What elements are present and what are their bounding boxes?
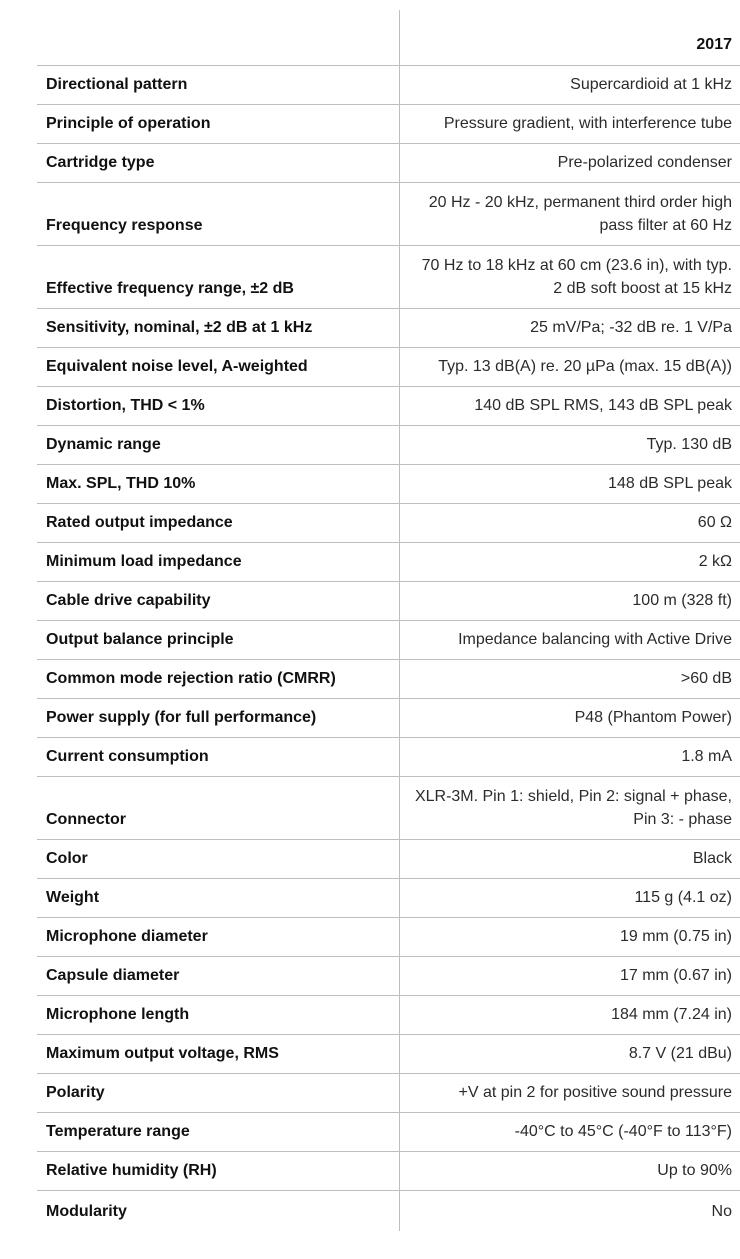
spec-label: Max. SPL, THD 10% xyxy=(37,465,399,504)
table-row xyxy=(37,504,740,543)
header-year: 2017 xyxy=(399,10,740,66)
spec-value: XLR-3M. Pin 1: shield, Pin 2: signal + phase, Pin 3: - phase xyxy=(399,777,740,840)
spec-label: Dynamic range xyxy=(37,426,399,465)
spec-label: Cable drive capability xyxy=(37,582,399,621)
spec-label: Cartridge type xyxy=(37,144,399,183)
table-row xyxy=(37,183,740,246)
spec-label: Current consumption xyxy=(37,738,399,777)
table-row xyxy=(37,918,740,957)
spec-value: 184 mm (7.24 in) xyxy=(399,996,740,1035)
table-row xyxy=(37,66,740,105)
spec-value: P48 (Phantom Power) xyxy=(399,699,740,738)
spec-label: Distortion, THD < 1% xyxy=(37,387,399,426)
spec-label: Directional pattern xyxy=(37,66,399,105)
spec-value: Pre-polarized condenser xyxy=(399,144,740,183)
spec-value: 100 m (328 ft) xyxy=(399,582,740,621)
table-row xyxy=(37,699,740,738)
table-row xyxy=(37,348,740,387)
spec-value: Up to 90% xyxy=(399,1152,740,1191)
spec-label: Common mode rejection ratio (CMRR) xyxy=(37,660,399,699)
spec-value: 140 dB SPL RMS, 143 dB SPL peak xyxy=(399,387,740,426)
spec-value: Impedance balancing with Active Drive xyxy=(399,621,740,660)
spec-label: Effective frequency range, ±2 dB xyxy=(37,246,399,309)
table-header-row xyxy=(37,10,740,66)
table-row xyxy=(37,582,740,621)
spec-value: Supercardioid at 1 kHz xyxy=(399,66,740,105)
spec-label: Microphone length xyxy=(37,996,399,1035)
spec-value: Typ. 13 dB(A) re. 20 µPa (max. 15 dB(A)) xyxy=(399,348,740,387)
spec-value: +V at pin 2 for positive sound pressure xyxy=(399,1074,740,1113)
spec-value: Typ. 130 dB xyxy=(399,426,740,465)
spec-label: Color xyxy=(37,840,399,879)
spec-label: Microphone diameter xyxy=(37,918,399,957)
spec-value: No xyxy=(399,1191,740,1232)
spec-value: -40°C to 45°C (-40°F to 113°F) xyxy=(399,1113,740,1152)
table-row xyxy=(37,465,740,504)
spec-value: Black xyxy=(399,840,740,879)
table-row xyxy=(37,660,740,699)
table-row xyxy=(37,1035,740,1074)
spec-value: 25 mV/Pa; -32 dB re. 1 V/Pa xyxy=(399,309,740,348)
spec-label: Frequency response xyxy=(37,183,399,246)
spec-label: Maximum output voltage, RMS xyxy=(37,1035,399,1074)
spec-label: Output balance principle xyxy=(37,621,399,660)
table-row xyxy=(37,1113,740,1152)
table-row xyxy=(37,996,740,1035)
table-row xyxy=(37,840,740,879)
table-row xyxy=(37,105,740,144)
spec-label: Power supply (for full performance) xyxy=(37,699,399,738)
spec-label: Principle of operation xyxy=(37,105,399,144)
spec-value: Pressure gradient, with interference tube xyxy=(399,105,740,144)
table-row xyxy=(37,879,740,918)
spec-value: 20 Hz - 20 kHz, permanent third order high pass filter at 60 Hz xyxy=(399,183,740,246)
table-row xyxy=(37,426,740,465)
spec-label: Modularity xyxy=(46,1203,127,1220)
spec-value: 115 g (4.1 oz) xyxy=(399,879,740,918)
spec-value: 60 Ω xyxy=(399,504,740,543)
spec-value: 19 mm (0.75 in) xyxy=(399,918,740,957)
spec-label: Capsule diameter xyxy=(37,957,399,996)
spec-value: 8.7 V (21 dBu) xyxy=(399,1035,740,1074)
table-row xyxy=(37,957,740,996)
spec-label: Equivalent noise level, A-weighted xyxy=(37,348,399,387)
spec-label: Minimum load impedance xyxy=(37,543,399,582)
table-row xyxy=(37,738,740,777)
spec-label: Sensitivity, nominal, ±2 dB at 1 kHz xyxy=(37,309,399,348)
table-row xyxy=(37,144,740,183)
spec-table xyxy=(37,10,740,1231)
spec-value: 1.8 mA xyxy=(399,738,740,777)
spec-value: 148 dB SPL peak xyxy=(399,465,740,504)
spec-label: Weight xyxy=(37,879,399,918)
table-row xyxy=(37,777,740,840)
table-row xyxy=(37,621,740,660)
spec-label: Rated output impedance xyxy=(37,504,399,543)
spec-value: 70 Hz to 18 kHz at 60 cm (23.6 in), with typ. 2 dB soft boost at 15 kHz xyxy=(399,246,740,309)
spec-value: 2 kΩ xyxy=(399,543,740,582)
spec-value: 17 mm (0.67 in) xyxy=(399,957,740,996)
spec-label: Polarity xyxy=(37,1074,399,1113)
spec-value: >60 dB xyxy=(399,660,740,699)
table-row xyxy=(37,1191,740,1232)
spec-label: Connector xyxy=(37,777,399,840)
table-row xyxy=(37,387,740,426)
table-row xyxy=(37,1152,740,1191)
table-row xyxy=(37,246,740,309)
spec-label: Relative humidity (RH) xyxy=(37,1152,399,1191)
header-label-cell xyxy=(37,10,399,66)
table-row xyxy=(37,1074,740,1113)
spec-label: Temperature range xyxy=(37,1113,399,1152)
table-row xyxy=(37,543,740,582)
table-row xyxy=(37,309,740,348)
